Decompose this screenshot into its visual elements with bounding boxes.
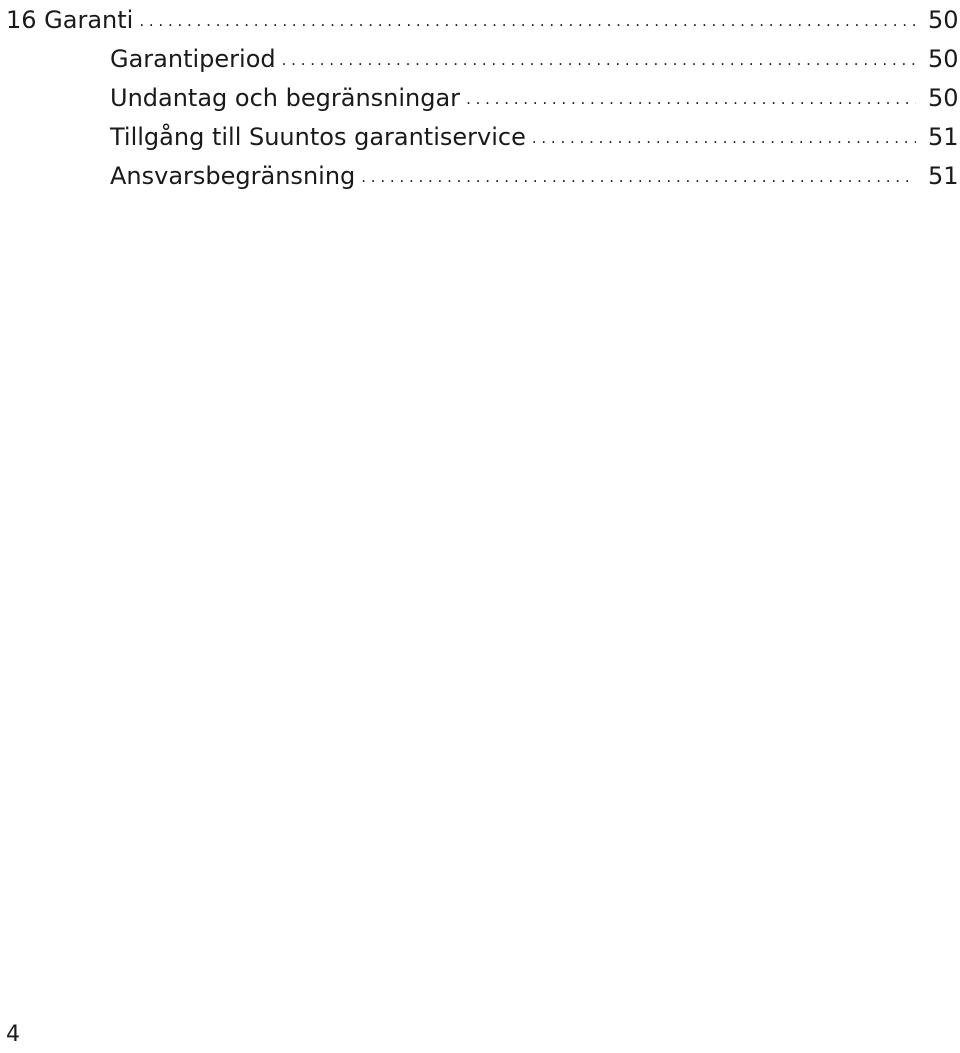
toc-entry-page: 50: [928, 44, 959, 73]
toc-entry-title: Ansvarsbegränsning: [110, 161, 356, 190]
toc-entry-page: 51: [928, 122, 959, 151]
toc-entry-ansvarsbegransning[interactable]: [0, 156, 958, 195]
toc-entry-title: Undantag och begränsningar: [110, 83, 461, 112]
toc-entry-page: 50: [928, 83, 959, 112]
toc-dot-leader: [282, 45, 916, 73]
toc-dot-leader: [466, 84, 916, 112]
toc-entry-undantag[interactable]: [0, 78, 958, 117]
toc-entry-garanti[interactable]: [0, 0, 958, 39]
toc-entry-page: 51: [928, 161, 959, 190]
toc-entry-tillgang[interactable]: [0, 117, 958, 156]
page-number: 4: [6, 1022, 20, 1047]
toc-dot-leader: [139, 6, 916, 34]
toc-dot-leader: [361, 162, 916, 190]
toc-dot-leader: [532, 123, 916, 151]
toc-entry-title: 16 Garanti: [6, 5, 134, 34]
table-of-contents: [0, 0, 958, 195]
toc-entry-title: Garantiperiod: [110, 44, 276, 73]
toc-entry-page: 50: [928, 5, 959, 34]
toc-entry-garantiperiod[interactable]: [0, 39, 958, 78]
toc-entry-title: Tillgång till Suuntos garantiservice: [110, 122, 526, 151]
